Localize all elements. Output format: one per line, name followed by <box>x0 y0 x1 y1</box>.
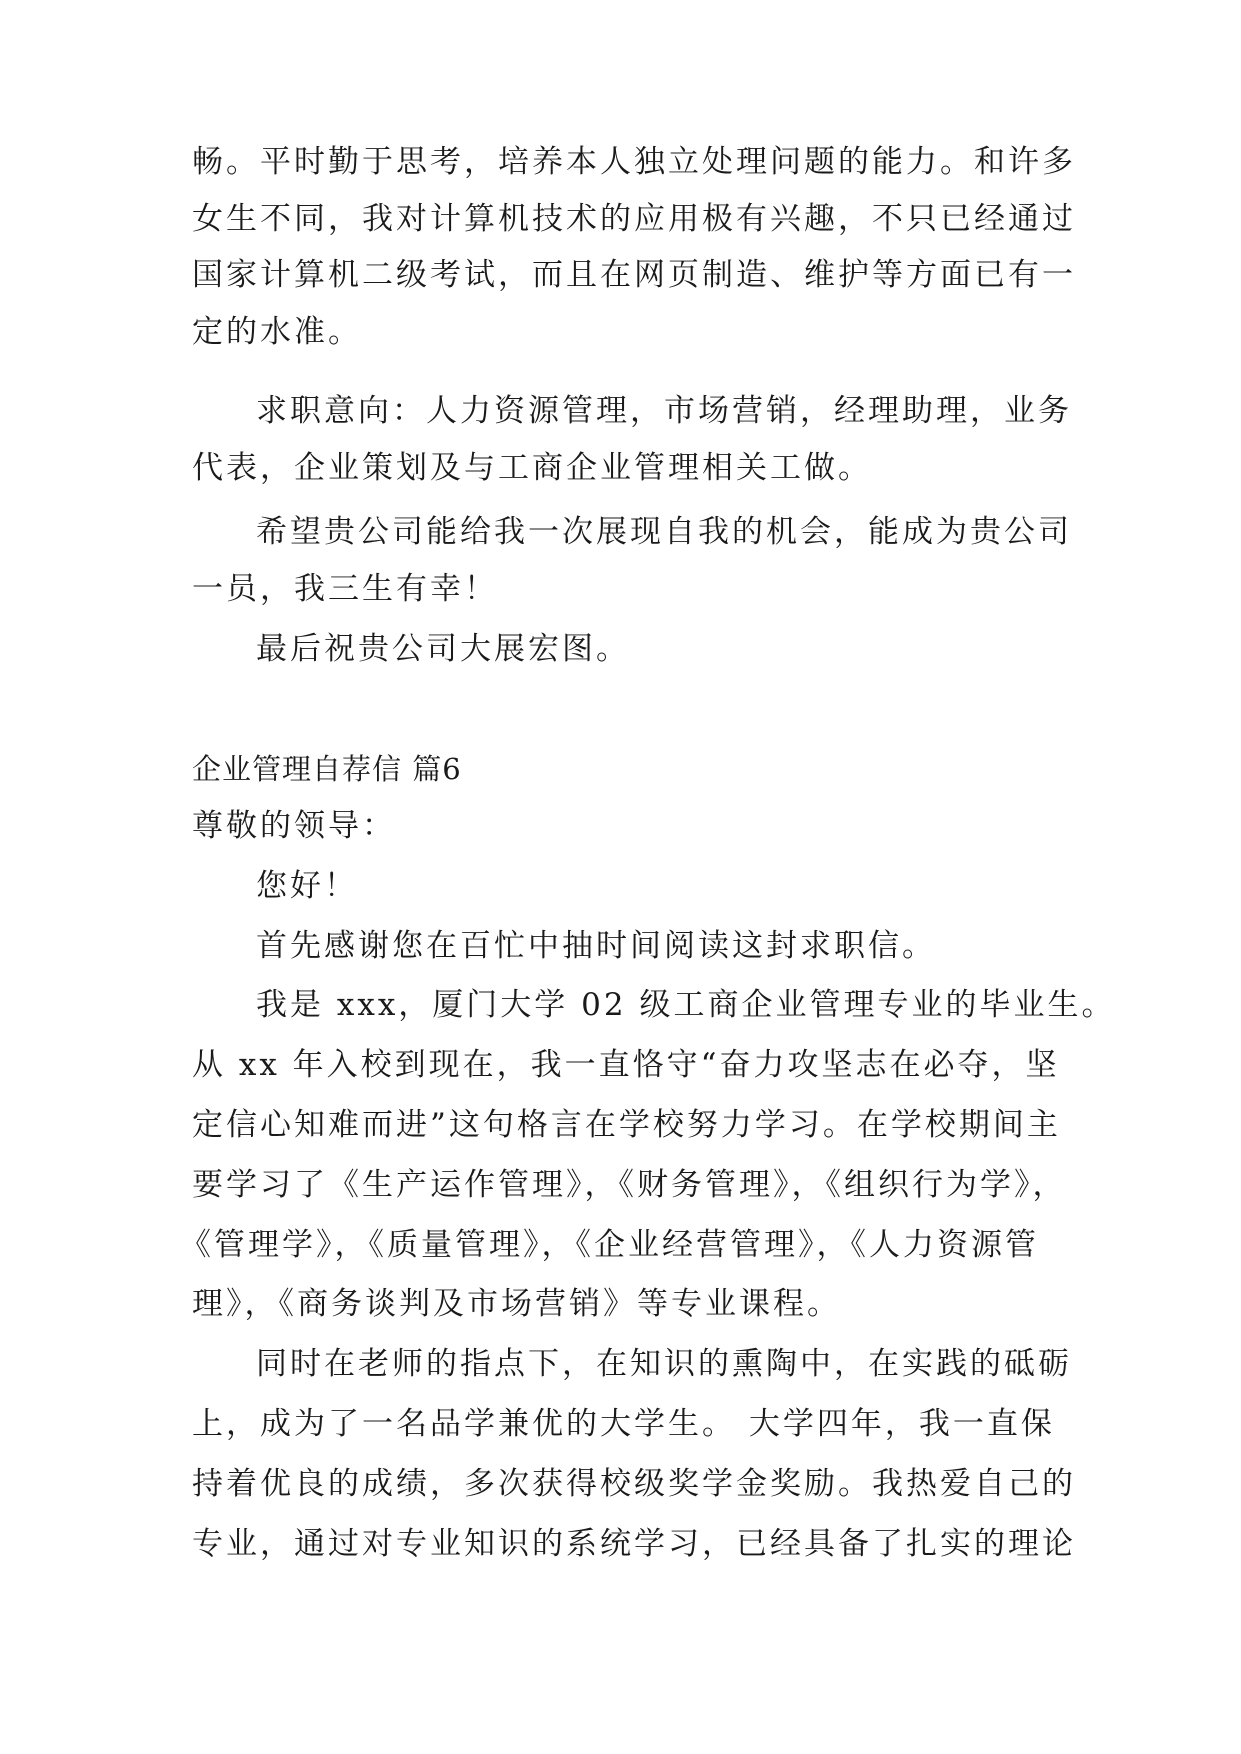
body-line: 代表，企业策划及与工商企业管理相关工做。 <box>192 450 872 486</box>
body-line: 国家计算机二级考试，而且在网页制造、维护等方面已有一 <box>192 257 1076 293</box>
body-line: 上，成为了一名品学兼优的大学生。 大学四年，我一直保 <box>192 1406 1055 1442</box>
body-line: 女生不同，我对计算机技术的应用极有兴趣，不只已经通过 <box>192 201 1076 237</box>
body-line: 持着优良的成绩，多次获得校级奖学金奖励。我热爱自己的 <box>192 1466 1076 1502</box>
paragraph-first-line: 求职意向：人力资源管理，市场营销，经理助理，业务 <box>256 393 1072 429</box>
body-line: 定的水准。 <box>192 314 362 350</box>
body-line: 要学习了《生产运作管理》，《财务管理》，《组织行为学》， <box>192 1167 1067 1203</box>
body-line: 定信心知难而进”这句格言在学校努力学习。在学校期间主 <box>192 1107 1061 1143</box>
body-line: 畅。平时勤于思考，培养本人独立处理问题的能力。和许多 <box>192 144 1076 180</box>
paragraph-first-line: 同时在老师的指点下，在知识的熏陶中，在实践的砥砺 <box>256 1346 1072 1382</box>
paragraph-first-line: 首先感谢您在百忙中抽时间阅读这封求职信。 <box>256 928 936 964</box>
body-line: 一员，我三生有幸！ <box>192 571 498 607</box>
paragraph-first-line: 希望贵公司能给我一次展现自我的机会，能成为贵公司 <box>256 514 1072 550</box>
body-line: 理》，《商务谈判及市场营销》等专业课程。 <box>192 1286 841 1322</box>
section-title: 企业管理自荐信 篇6 <box>192 752 462 786</box>
body-line: 《管理学》，《质量管理》，《企业经营管理》，《人力资源管 <box>180 1227 1039 1263</box>
salutation: 尊敬的领导： <box>192 808 396 844</box>
paragraph-first-line: 我是 xxx，厦门大学 02 级工商企业管理专业的毕业生。 <box>256 987 1116 1023</box>
body-line: 专业，通过对专业知识的系统学习，已经具备了扎实的理论 <box>192 1526 1076 1562</box>
body-line: 从 xx 年入校到现在，我一直恪守“奋力攻坚志在必夺，坚 <box>192 1047 1060 1083</box>
greeting: 您好！ <box>256 868 358 904</box>
paragraph-first-line: 最后祝贵公司大展宏图。 <box>256 631 630 667</box>
